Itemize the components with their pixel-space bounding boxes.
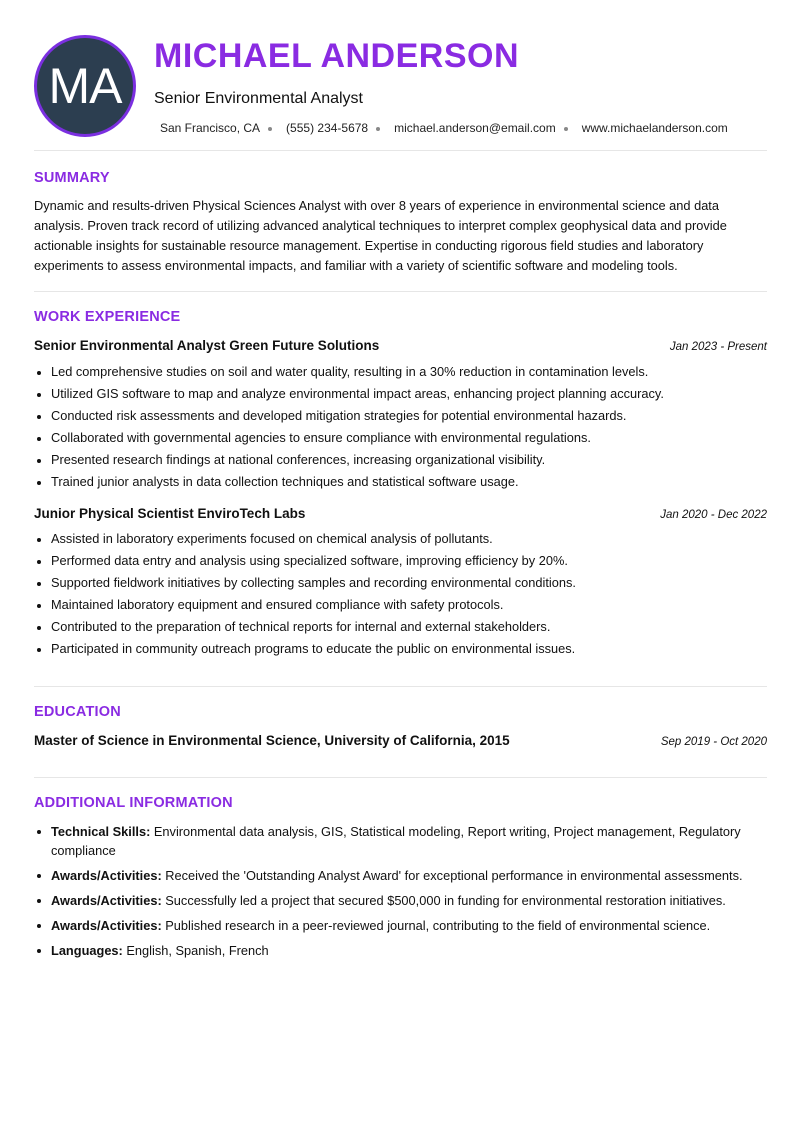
resume-header	[34, 35, 767, 135]
item-text: Received the 'Outstanding Analyst Award' for exceptional performance in environmental assessments.	[161, 868, 743, 883]
item-label: Awards/Activities:	[51, 893, 162, 908]
job-header	[34, 338, 767, 353]
contact-location: San Francisco, CA	[160, 121, 261, 135]
list-item	[34, 941, 769, 960]
avatar-initials: MA	[48, 58, 122, 114]
summary-text: Dynamic and results-driven Physical Sciences Analyst with over 8 years of experience in environmental science and data analysis. Proven track record of utilizing advanced analytical techniques to interpret complex geophysical data and provide actionable insights for sustainable resource management. Expertise in conducting rigorous field studies and laboratory experiments to assess environmental impacts, and familiar with a variety of scientific software and modeling tools.	[34, 198, 727, 273]
additional-info-list	[34, 822, 769, 966]
separator-dot	[564, 127, 568, 131]
list-item: Collaborated with governmental agencies to ensure compliance with environmental regulations.	[34, 429, 769, 451]
list-item	[34, 916, 769, 935]
list-item: Assisted in laboratory experiments focused on chemical analysis of pollutants.	[34, 530, 769, 552]
list-item: Utilized GIS software to map and analyze environmental impact areas, enhancing project planning accuracy.	[34, 385, 769, 407]
list-item: Presented research findings at national conferences, increasing organizational visibility.	[34, 451, 769, 473]
list-item	[34, 866, 769, 885]
divider	[34, 150, 767, 151]
separator-dot	[376, 127, 380, 131]
job-bullets	[34, 363, 769, 495]
list-item: Participated in community outreach programs to educate the public on environmental issues.	[34, 640, 769, 662]
job-date: Jan 2020 - Dec 2022	[660, 509, 767, 521]
candidate-title: Senior Environmental Analyst	[154, 90, 363, 107]
item-text: English, Spanish, French	[122, 943, 269, 958]
education-heading: EDUCATION	[34, 704, 121, 720]
item-label: Languages:	[51, 943, 123, 958]
list-item: Performed data entry and analysis using specialized software, improving efficiency by 20%.	[34, 552, 769, 574]
job-role: Senior Environmental Analyst Green Future Solutions	[34, 338, 380, 353]
additional-info-heading: ADDITIONAL INFORMATION	[34, 795, 233, 811]
avatar	[34, 35, 136, 137]
item-label: Technical Skills:	[51, 824, 151, 839]
divider	[34, 291, 767, 292]
contact-info	[160, 121, 728, 135]
list-item: Trained junior analysts in data collection techniques and statistical software usage.	[34, 473, 769, 495]
divider	[34, 686, 767, 687]
job-date: Jan 2023 - Present	[669, 341, 767, 353]
item-text: Environmental data analysis, GIS, Statistical modeling, Report writing, Project management, Regulatory compliance	[51, 824, 741, 858]
summary-heading: SUMMARY	[34, 170, 110, 186]
contact-phone: (555) 234-5678	[286, 121, 369, 135]
education-date: Sep 2019 - Oct 2020	[660, 736, 767, 748]
education-entry	[34, 733, 767, 748]
job-role: Junior Physical Scientist EnviroTech Labs	[34, 506, 306, 521]
contact-website[interactable]: www.michaelanderson.com	[581, 121, 728, 135]
item-label: Awards/Activities:	[51, 868, 162, 883]
list-item: Supported fieldwork initiatives by collecting samples and recording environmental conditions.	[34, 574, 769, 596]
divider	[34, 777, 767, 778]
contact-email[interactable]: michael.anderson@email.com	[394, 121, 556, 135]
job-bullets	[34, 530, 769, 662]
list-item	[34, 891, 769, 910]
degree: Master of Science in Environmental Science, University of California, 2015	[34, 733, 510, 748]
list-item: Led comprehensive studies on soil and water quality, resulting in a 30% reduction in contamination levels.	[34, 363, 769, 385]
list-item	[34, 822, 769, 860]
list-item: Contributed to the preparation of technical reports for internal and external stakeholders.	[34, 618, 769, 640]
list-item: Conducted risk assessments and developed mitigation strategies for potential environmental hazards.	[34, 407, 769, 429]
candidate-name: MICHAEL ANDERSON	[154, 37, 520, 75]
list-item: Maintained laboratory equipment and ensured compliance with safety protocols.	[34, 596, 769, 618]
item-label: Awards/Activities:	[51, 918, 162, 933]
work-experience-heading: WORK EXPERIENCE	[34, 309, 181, 325]
separator-dot	[268, 127, 272, 131]
item-text: Successfully led a project that secured $500,000 in funding for environmental restoration initiatives.	[161, 893, 726, 908]
job-header	[34, 506, 767, 521]
item-text: Published research in a peer-reviewed journal, contributing to the field of environmental science.	[161, 918, 711, 933]
